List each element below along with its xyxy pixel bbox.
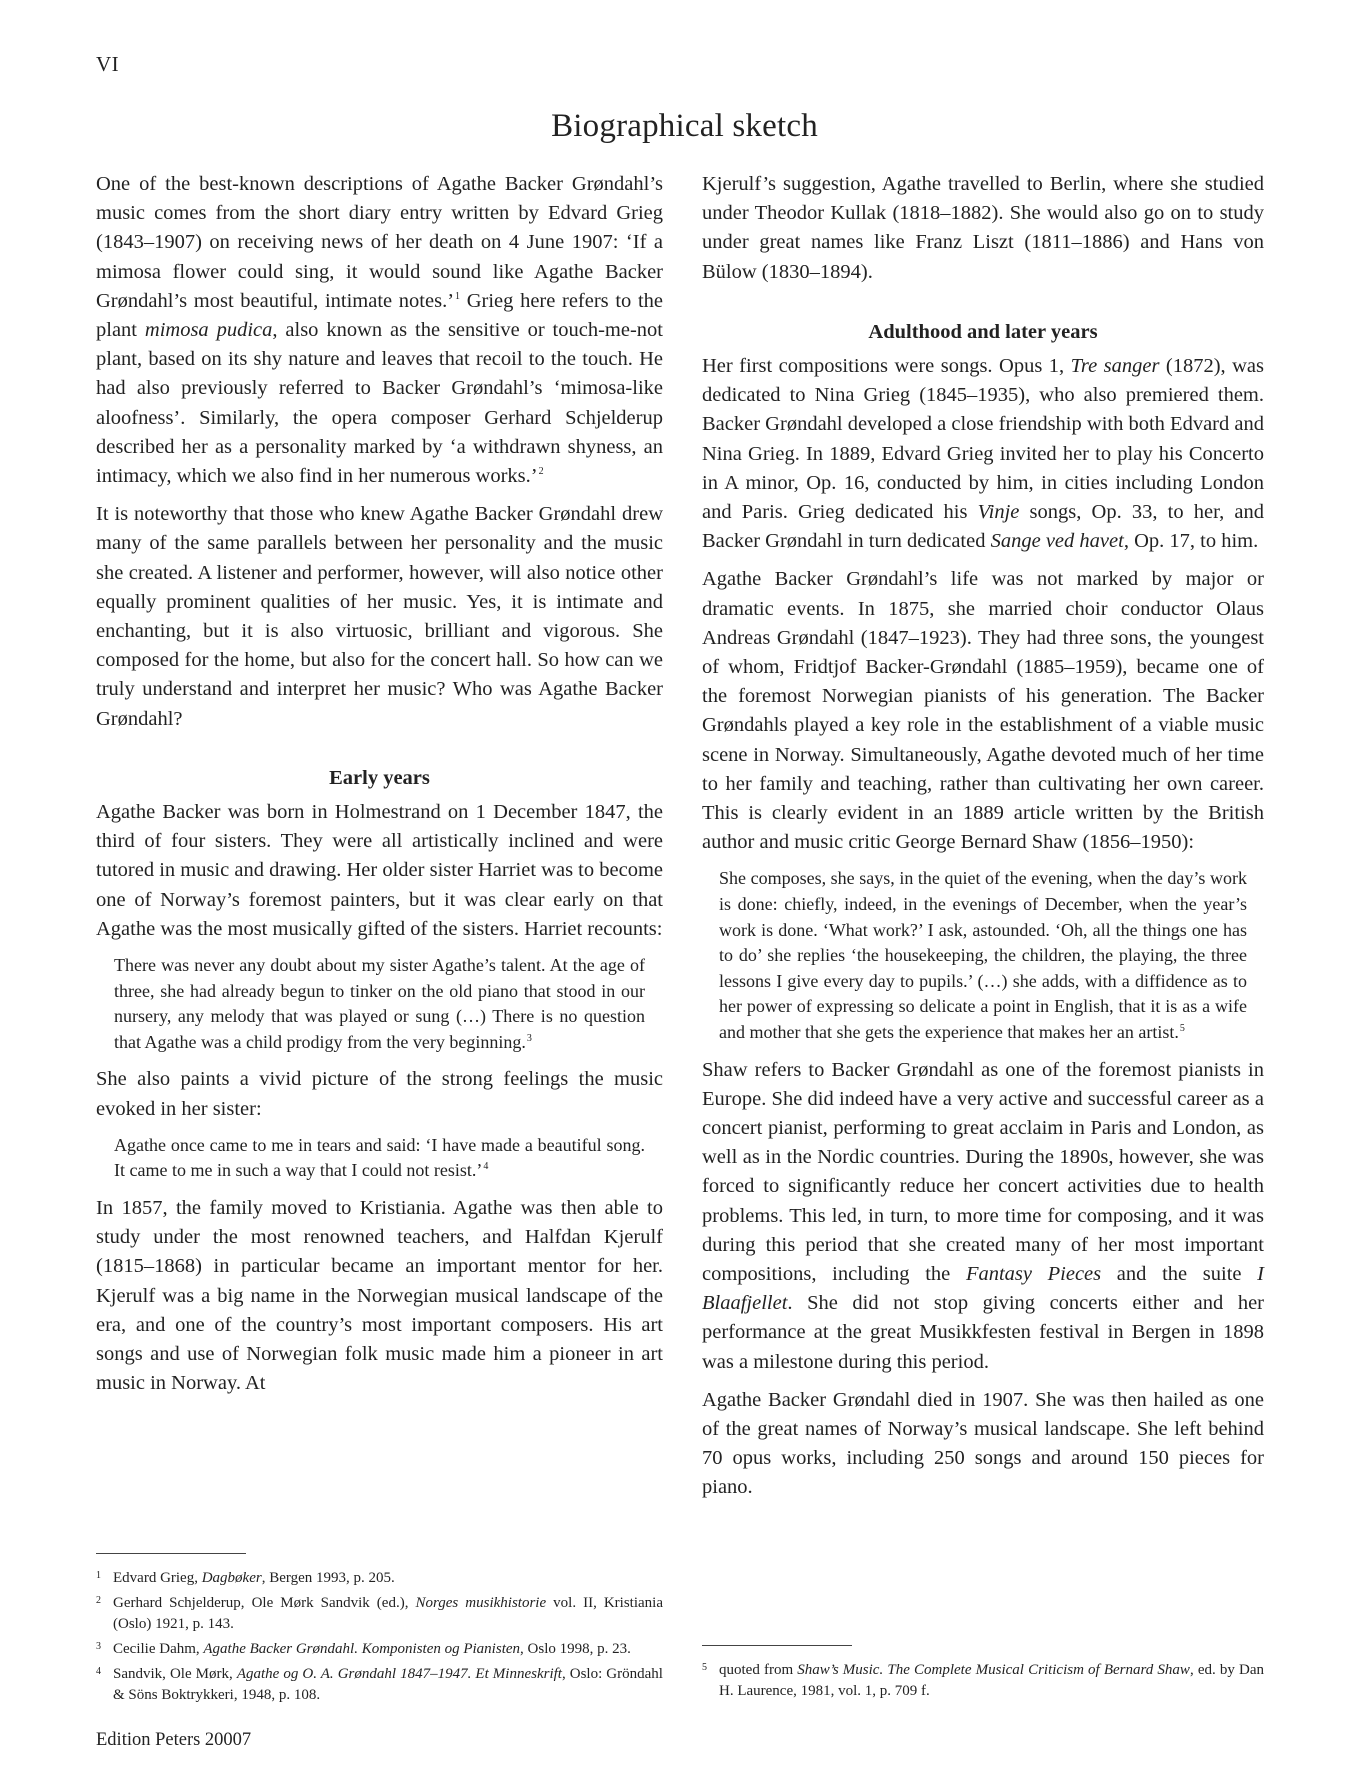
- footnote: [96, 1639, 663, 1660]
- footnote: [702, 1660, 1264, 1702]
- footnote-reference[interactable]: 2: [538, 466, 544, 478]
- footnotes-left: [96, 1553, 663, 1710]
- footnote-reference[interactable]: 1: [455, 290, 461, 302]
- footnotes-right: [702, 1645, 1264, 1706]
- footnote-number: 5: [702, 1662, 707, 1673]
- block-quote: There was never any doubt about my sister Agathe’s talent. At the age of three, she had already begun to tinker on the old piano that stood in our nursery, any melody that was played or sung (…) There is no question that Agathe was a child prodigy from the very beginning.$^3$: [114, 955, 645, 1052]
- footnote-text: quoted from Shaw’s Music. The Complete Musical Criticism of Bernard Shaw, ed. by Dan H. Laurence, 1981, vol. 1, p. 709 f.: [719, 1662, 1264, 1699]
- footnote-number: 1: [96, 1570, 101, 1581]
- footnote: [96, 1664, 663, 1706]
- footnote-reference[interactable]: 3: [526, 1032, 532, 1044]
- body-paragraph: Agathe Backer was born in Holmestrand on 1 December 1847, the third of four sisters. They were all artistically inclined and were tutored in music and drawing. Her older sister Harriet was to become one of Norway’s foremost painters, but it was clear early on that Agathe was the most musically gifted of the sisters. Harriet recounts:: [96, 801, 663, 940]
- page-number: VI: [96, 52, 120, 76]
- body-paragraph: She also paints a vivid picture of the strong feelings the music evoked in her sister:: [96, 1068, 663, 1120]
- body-paragraph: Shaw refers to Backer Grøndahl as one of the foremost pianists in Europe. She did indeed have a very active and successful career as a concert pianist, performing to great acclaim in Paris and London, as well as in the Nordic countries. During the 1890s, however, she was forced to significantly reduce her concert activities due to health problems. This led, in turn, to more time for composing, and it was during this period that she created many of her most important compositions, including the Fantasy Pieces and the suite I Blaafjellet. She did not stop giving concerts either and her performance at the great Musikkfesten festival in Bergen in 1898 was a milestone during this period.: [702, 1058, 1264, 1373]
- body-paragraph: Kjerulf’s suggestion, Agathe travelled to Berlin, where she studied under Theodor Kullak (1818–1882). She would also go on to study under great names like Franz Liszt (1811–1886) and Hans von Bülow (1830–1894).: [702, 173, 1264, 283]
- body-paragraph: In 1857, the family moved to Kristiania. Agathe was then able to study under the most renowned teachers, and Halfdan Kjerulf (1815–1868) in particular became an important mentor for her. Kjerulf was a big name in the Norwegian musical landscape of the era, and one of the country’s most important composers. His art songs and use of Norwegian folk music made him a pioneer in art music in Norway. At: [96, 1197, 663, 1395]
- footnote-number: 4: [96, 1666, 101, 1677]
- italic-title: Tre sanger: [1070, 355, 1160, 378]
- italic-title: Shaw’s Music. The Complete Musical Criticism of Bernard Shaw: [797, 1662, 1190, 1678]
- body-paragraph: One of the best-known descriptions of Agathe Backer Grøndahl’s music comes from the short diary entry written by Edvard Grieg (1843–1907) on receiving news of her death on 4 June 1907: ‘If a mimosa flower could sing, it would sound like Agathe Backer Grøndahl’s most beautiful, intimate notes.’$^1$ Grieg here refers to the plant mimosa pudica, also known as the sensitive or touch-me-not plant, based on its shy nature and leaves that recoil to the touch. He had also previously referred to Backer Grøndahl’s ‘mimosa-like aloofness’. Similarly, the opera composer Gerhard Schjelderup described her as a personality marked by ‘a withdrawn shyness, an intimacy, which we also find in her numerous works.’$^2$: [96, 173, 663, 488]
- right-column: [702, 170, 1264, 1512]
- footnote-rule: [96, 1553, 246, 1554]
- footnote-text: Edvard Grieg, Dagbøker, Bergen 1993, p. 205.: [113, 1570, 395, 1586]
- footnote-text: Gerhard Schjelderup, Ole Mørk Sandvik (ed.), Norges musikhistorie vol. II, Kristiania (Oslo) 1921, p. 143.: [113, 1595, 663, 1632]
- body-paragraph: Agathe Backer Grøndahl’s life was not marked by major or dramatic events. In 1875, she married choir conductor Olaus Andreas Grøndahl (1847–1923). They had three sons, the youngest of whom, Fridtjof Backer-Grøndahl (1885–1959), became one of the foremost Norwegian pianists of his generation. The Backer Grøndahls played a key role in the establishment of a viable music scene in Norway. Simultaneously, Agathe devoted much of her time to her family and teaching, rather than cultivating her own career. This is clearly evident in an 1889 article written by the British author and music critic George Bernard Shaw (1856–1950):: [702, 568, 1264, 854]
- body-paragraph: Her first compositions were songs. Opus 1, Tre sanger (1872), was dedicated to Nina Grieg (1845–1935), who also premiered them. Backer Grøndahl developed a close friendship with both Edvard and Nina Grieg. In 1889, Edvard Grieg invited her to play his Concerto in A minor, Op. 16, conducted by him, in cities including London and Paris. Grieg dedicated his Vinje songs, Op. 33, to her, and Backer Grøndahl in turn dedicated Sange ved havet, Op. 17, to him.: [702, 355, 1264, 553]
- section-heading-adulthood: Adulthood and later years: [868, 320, 1098, 343]
- left-column: [96, 170, 663, 1407]
- footnote-number: 2: [96, 1595, 101, 1606]
- italic-title: Fantasy Pieces: [965, 1263, 1102, 1286]
- italic-title: mimosa pudica: [144, 319, 273, 342]
- italic-title: Agathe og O. A. Grøndahl 1847–1947. Et Minneskrift: [236, 1666, 562, 1682]
- early-years-body: [96, 798, 663, 1398]
- block-quote: Agathe once came to me in tears and said: ‘I have made a beautiful song. It came to me in such a way that I could not resist.’$^4$: [114, 1134, 645, 1181]
- section-heading-early-years: Early years: [329, 766, 430, 789]
- footnote-list: [96, 1568, 663, 1706]
- footnote-text: Cecilie Dahm, Agathe Backer Grøndahl. Komponisten og Pianisten, Oslo 1998, p. 23.: [113, 1641, 631, 1657]
- footnote-reference[interactable]: 4: [483, 1161, 489, 1173]
- italic-title: Vinje: [977, 501, 1020, 524]
- italic-title: Sange ved havet: [990, 530, 1124, 553]
- italic-title: I Blaafjellet: [702, 1263, 1264, 1315]
- footnote: [96, 1593, 663, 1635]
- footnote: [96, 1568, 663, 1589]
- page-title: Biographical sketch: [551, 108, 818, 144]
- intro-paragraphs: [96, 170, 663, 734]
- adulthood-body: [702, 352, 1264, 1503]
- body-paragraph: It is noteworthy that those who knew Agathe Backer Grøndahl drew many of the same parallels between her personality and the music she created. A listener and performer, however, will also notice other equally prominent qualities of her music. Yes, it is intimate and enchanting, but it is also virtuosic, brilliant and vigorous. She composed for the home, but also for the concert hall. So how can we truly understand and interpret her music? Who was Agathe Backer Grøndahl?: [96, 503, 663, 730]
- footnote-list: [702, 1660, 1264, 1702]
- footnote-rule: [702, 1645, 852, 1646]
- edition-footer: Edition Peters 20007: [96, 1730, 252, 1750]
- footnote-number: 3: [96, 1641, 101, 1652]
- italic-title: Dagbøker: [201, 1570, 262, 1586]
- continued-paragraphs: [702, 170, 1264, 287]
- italic-title: Agathe Backer Grøndahl. Komponisten og Pianisten: [203, 1641, 521, 1657]
- body-paragraph: Agathe Backer Grøndahl died in 1907. She was then hailed as one of the great names of Norway’s musical landscape. She left behind 70 opus works, including 250 songs and around 150 pieces for piano.: [702, 1388, 1264, 1499]
- footnote-text: Sandvik, Ole Mørk, Agathe og O. A. Grøndahl 1847–1947. Et Minneskrift, Oslo: Gröndahl & Söns Boktrykkeri, 1948, p. 108.: [113, 1666, 663, 1703]
- footnote-reference[interactable]: 5: [1179, 1023, 1185, 1035]
- italic-title: Norges musikhistorie: [415, 1595, 547, 1611]
- block-quote: She composes, she says, in the quiet of the evening, when the day’s work is done: chiefly, indeed, in the evenings of December, when the year’s work is done. ‘What work?’ I ask, astounded. ‘Oh, all the things one has to do’ she replies ‘the housekeeping, the children, the playing, the three lessons I give every day to pupils.’ (…) she adds, with a diffidence as to her power of expressing so delicate a point in English, that it is as a wife and mother that she gets the experience that makes her an artist.$^5$: [719, 868, 1247, 1043]
